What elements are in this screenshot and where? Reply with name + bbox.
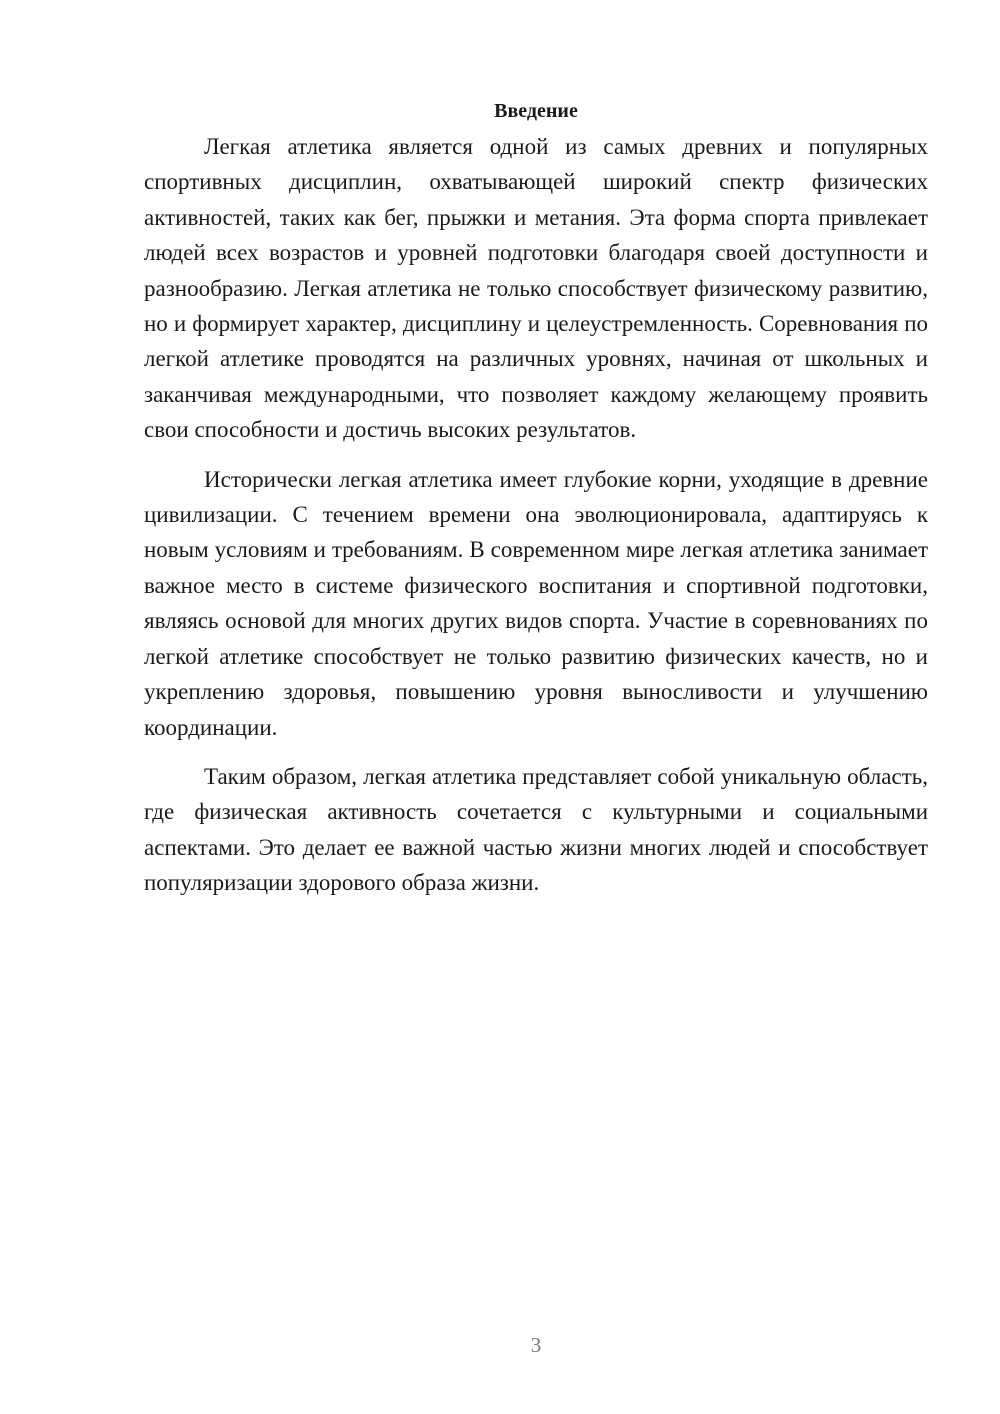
paragraph-3: Таким образом, легкая атлетика представляет собой уникальную область, где физическая активность сочетается с культурными и социальными аспектами. Это делает ее важной частью жизни многих людей и способствует популяризации здорового образа жизни. <box>144 763 928 896</box>
section-title: Введение <box>494 100 578 122</box>
paragraph-1: Легкая атлетика является одной из самых древних и популярных спортивных дисциплин, охватывающей широкий спектр физических активностей, таких как бег, прыжки и метания. Эта форма спорта привлекает людей всех возрастов и уровней подготовки благодаря своей доступности и разнообразию. Легкая атлетика не только способствует физическому развитию, но и формирует характер, дисциплину и целеустремленность. Соревнования по легкой атлетике проводятся на различных уровнях, начиная от школьных и заканчивая международными, что позволяет каждому желающему проявить свои способности и достичь высоких результатов. <box>144 134 928 443</box>
page-content <box>144 93 928 915</box>
paragraph-2: Исторически легкая атлетика имеет глубокие корни, уходящие в древние цивилизации. С течением времени она эволюционировала, адаптируясь к новым условиям и требованиям. В современном мире легкая атлетика занимает важное место в системе физического воспитания и спортивной подготовки, являясь основой для многих других видов спорта. Участие в соревнованиях по легкой атлетике способствует не только развитию физических качеств, но и укреплению здоровья, повышению уровня выносливости и улучшению координации. <box>144 466 928 740</box>
page-number: 3 <box>530 1333 542 1357</box>
